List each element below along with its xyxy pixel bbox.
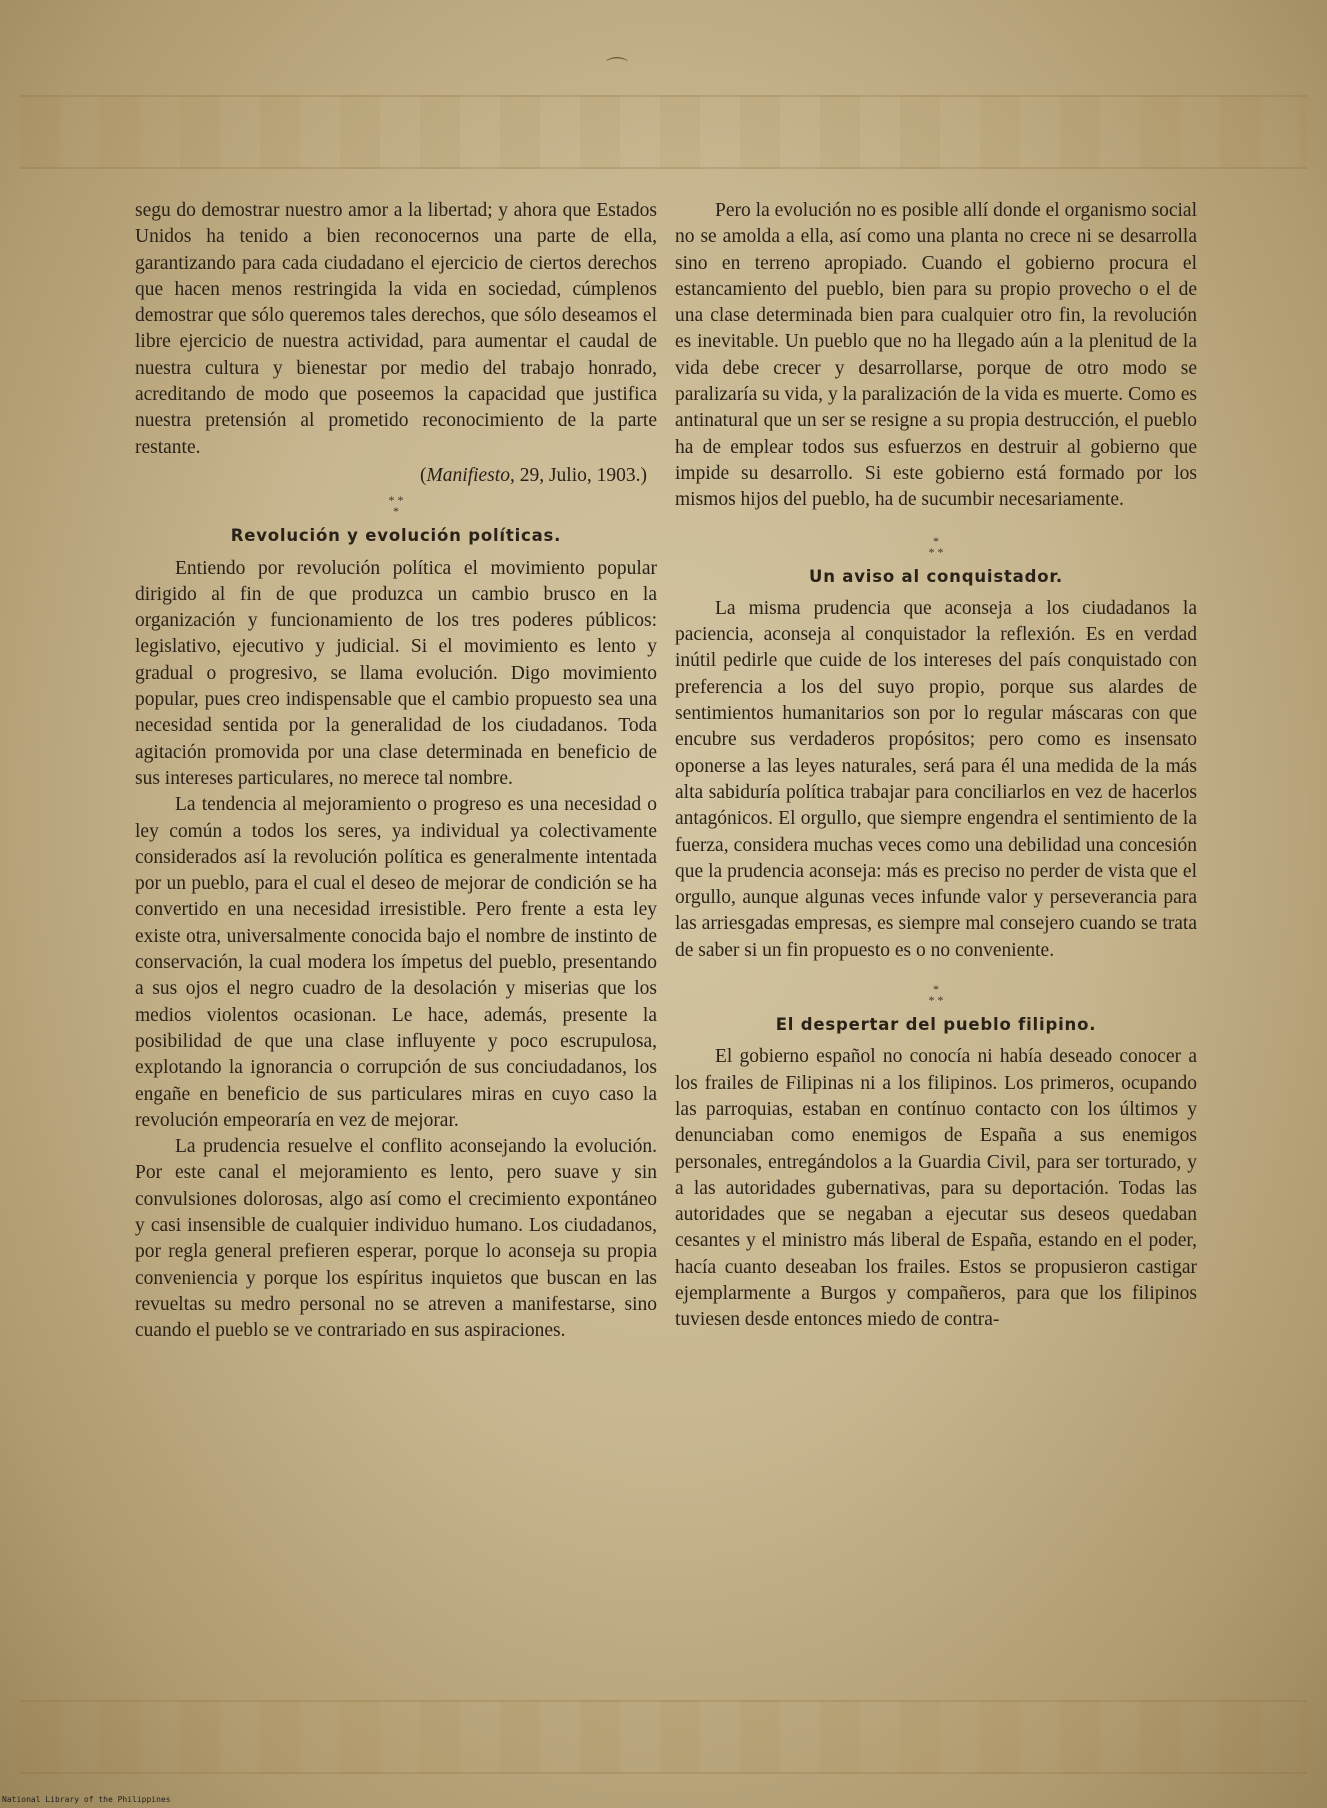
section-separator: * * *: [928, 533, 944, 559]
citation-source: Manifiesto: [426, 464, 510, 486]
citation-open: (: [420, 464, 427, 486]
paragraph: Entiendo por revolución política el movimiento popular dirigido al fin de que produzca un cambio brusco en la organización y funcionamiento de los tres poderes públicos: legislativo, ejecutivo y judicial. Si el movimiento es lento y gradual o progresivo, se llama evolución. Digo movimiento popular, pues creo indispensable que el cambio propuesto sea una necesidad sentida por la generalidad de los ciudadanos. Toda agitación promovida por una clase determinada en beneficio de sus intereses particulares, no merece tal nombre.: [135, 557, 657, 789]
section-heading: El despertar del pueblo filipino.: [775, 1015, 1097, 1035]
citation-date: , 29, Julio, 1903.): [509, 464, 647, 486]
section-separator: * * *: [388, 493, 404, 519]
ornament-mark: ⌒: [606, 56, 629, 81]
section-separator: * * *: [928, 982, 944, 1008]
paragraph: La misma prudencia que aconseja a los ciudadanos la paciencia, aconseja al conquistador la reflexión. Es en verdad inútil pedirle que cuide de los intereses del país conquistado con preferencia a los del suyo propio, porque sus alardes de sentimientos humanitarios son por lo regular máscaras con que encubre sus verdaderos propósitos; pero como es insensato oponerse a las leyes naturales, será para él una medida de la más alta sabiduría política trabajar para conciliarlos en vez de hacerlos antagónicos. El orgullo, que siempre engendra el sentimiento de la fuerza, considera muchas veces como una debilidad una concesión que la prudencia aconseja: más es preciso no perder de vista que el orgullo, aunque algunas veces infunde valor y perseverancia para las arriesgadas empresas, es siempre mal consejero cuando se trata de saber si un fin propuesto es o no conveniente.: [675, 597, 1197, 961]
paragraph: Pero la evolución no es posible allí donde el organismo social no se amolda a ella, así como una planta no crece ni se desarrolla sino en terreno apropiado. Cuando el gobierno procura el estancamiento del pueblo, bien para su propio provecho o el de una clase determinada bien para cualquier otro fin, la revolución es inevitable. Un pueblo que no ha llegado aún a la plenitud de la vida debe crecer y desarrollarse, porque de otro modo se paralizaría su vida, y la paralización de la vida es muerte. Como es antinatural que un ser se resigne a su propia destrucción, el pueblo ha de emplear todos sus esfuerzos en destruir al gobierno que impide su desarrollo. Si este gobierno está formado por los mismos hijos del pueblo, ha de sucumbir necesariamente.: [675, 200, 1197, 511]
section-heading: Un aviso al conquistador.: [809, 566, 1063, 586]
section-heading: Revolución y evolución políticas.: [230, 526, 562, 546]
decorative-border-bottom: [20, 1700, 1307, 1774]
library-watermark: National Library of the Philippines: [2, 1795, 171, 1804]
decorative-border-top: [20, 95, 1307, 169]
paragraph: La prudencia resuelve el conflito aconsejando la evolución. Por este canal el mejoramiento es lento, pero suave y sin convulsiones dolorosas, algo así como el crecimiento expontáneo y casi insensible de cualquier individuo humano. Los ciudadanos, por regla general prefieren esperar, porque lo aconseja su propia conveniencia y porque los espíritus inquietos que buscan en las revueltas su medro personal no se atreven a manifestarse, sino cuando el pueblo se ve contrariado en sus aspiraciones.: [135, 1136, 657, 1342]
paragraph: segu do demostrar nuestro amor a la libertad; y ahora que Estados Unidos ha tenido a bien reconocernos una parte de ella, garantizando para cada ciudadano el ejercicio de ciertos derechos que hacen menos restringida la vida en sociedad, cúmplenos demostrar que sólo queremos tales derechos, que sólo deseamos el libre ejercicio de nuestra actividad, para aumentar el caudal de nuestra cultura y bienestar por medio del trabajo honrado, acreditando de modo que poseemos la capacidad que justifica nuestra pretensión al prometido reconocimiento de la parte restante.: [135, 200, 657, 458]
right-column: [675, 198, 1197, 1334]
citation: [135, 463, 647, 489]
paragraph: La tendencia al mejoramiento o progreso es una necesidad o ley común a todos los seres, ya individual ya colectivamente considerados así la revolución política es generalmente intentada por un pueblo, para el cual el deseo de mejorar de condición se ha convertido en una necesidad irresistible. Pero frente a esta ley existe otra, universalmente conocida bajo el nombre de instinto de conservación, la cual modera los ímpetus del pueblo, presentando a sus ojos el negro cuadro de la desolación y miserias que los medios violentos ocasionan. Le hace, además, presente la posibilidad de que una clase influyente y poco escrupulosa, explotando la ignorancia o corrupción de sus conciudadanos, los engañe en beneficio de sus particulares miras en cuyo caso la revolución empeoraría en vez de mejorar.: [135, 794, 657, 1131]
paragraph: El gobierno español no conocía ni había deseado conocer a los frailes de Filipinas ni a los filipinos. Los primeros, ocupando las parroquias, estaban en contínuo contacto con los últimos y denunciaban como enemigos de España a sus enemigos personales, entregándolos a la Guardia Civil, para ser torturado, y a las autoridades gubernativas, para su deportación. Todas las autoridades que se negaban a ejecutar sus deseos quedaban cesantes y el ministro más liberal de España, estando en el poder, hacía cuanto deseaban los frailes. Estos se propusieron castigar ejemplarmente a Burgos y compañeros, para que los filipinos tuviesen desde entonces miedo de contra-: [675, 1046, 1197, 1331]
left-column: [135, 198, 657, 1344]
